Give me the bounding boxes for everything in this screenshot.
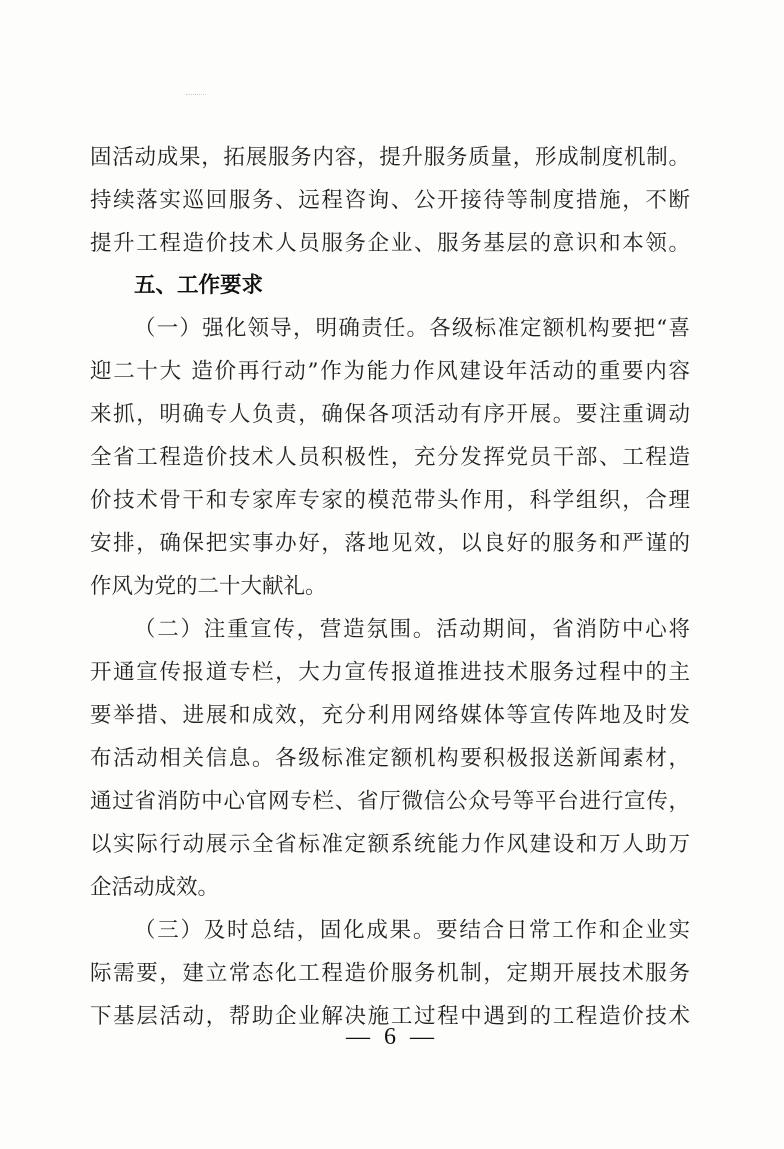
body-line-9: 安排，确保把实事办好，落地见效，以良好的服务和严谨的 bbox=[90, 531, 690, 556]
body-line-12: 开通宣传报道专栏，大力宣传报道推进技术服务过程中的主 bbox=[90, 660, 690, 685]
body-line-17: 企活动成效。 bbox=[90, 875, 220, 900]
section-heading: 五、工作要求 bbox=[134, 273, 264, 298]
scan-speck bbox=[186, 94, 206, 96]
body-line-18: （三）及时总结，固化成果。要结合日常工作和企业实 bbox=[134, 918, 690, 943]
body-line-10: 作风为党的二十大献礼。 bbox=[90, 574, 327, 599]
body-line-7: 全省工程造价技术人员积极性，充分发挥党员干部、工程造 bbox=[90, 445, 690, 470]
body-line-4: （一）强化领导，明确责任。各级标准定额机构要把“喜 bbox=[134, 316, 690, 341]
body-line-1: 固活动成果，拓展服务内容，提升服务质量，形成制度机制。 bbox=[90, 145, 690, 170]
body-line-14: 布活动相关信息。各级标准定额机构要积极报送新闻素材， bbox=[90, 746, 690, 771]
page-number: — 6 — bbox=[346, 1024, 438, 1050]
body-line-2: 持续落实巡回服务、远程咨询、公开接待等制度措施，不断 bbox=[90, 188, 690, 213]
body-line-16: 以实际行动展示全省标准定额系统能力作风建设和万人助万 bbox=[90, 832, 690, 857]
body-line-8: 价技术骨干和专家库专家的模范带头作用，科学组织，合理 bbox=[90, 488, 690, 513]
body-line-13: 要举措、进展和成效，充分利用网络媒体等宣传阵地及时发 bbox=[90, 703, 690, 728]
body-line-3: 提升工程造价技术人员服务企业、服务基层的意识和本领。 bbox=[90, 231, 690, 256]
body-line-11: （二）注重宣传，营造氛围。活动期间，省消防中心将 bbox=[134, 617, 690, 642]
body-line-5: 迎二十大 造价再行动”作为能力作风建设年活动的重要内容 bbox=[90, 359, 690, 384]
body-line-19: 际需要，建立常态化工程造价服务机制，定期开展技术服务 bbox=[90, 961, 690, 986]
body-line-6: 来抓，明确专人负责，确保各项活动有序开展。要注重调动 bbox=[90, 402, 690, 427]
body-line-20: 下基层活动，帮助企业解决施工过程中遇到的工程造价技术 bbox=[90, 1004, 690, 1029]
body-line-15: 通过省消防中心官网专栏、省厅微信公众号等平台进行宣传， bbox=[90, 789, 690, 814]
